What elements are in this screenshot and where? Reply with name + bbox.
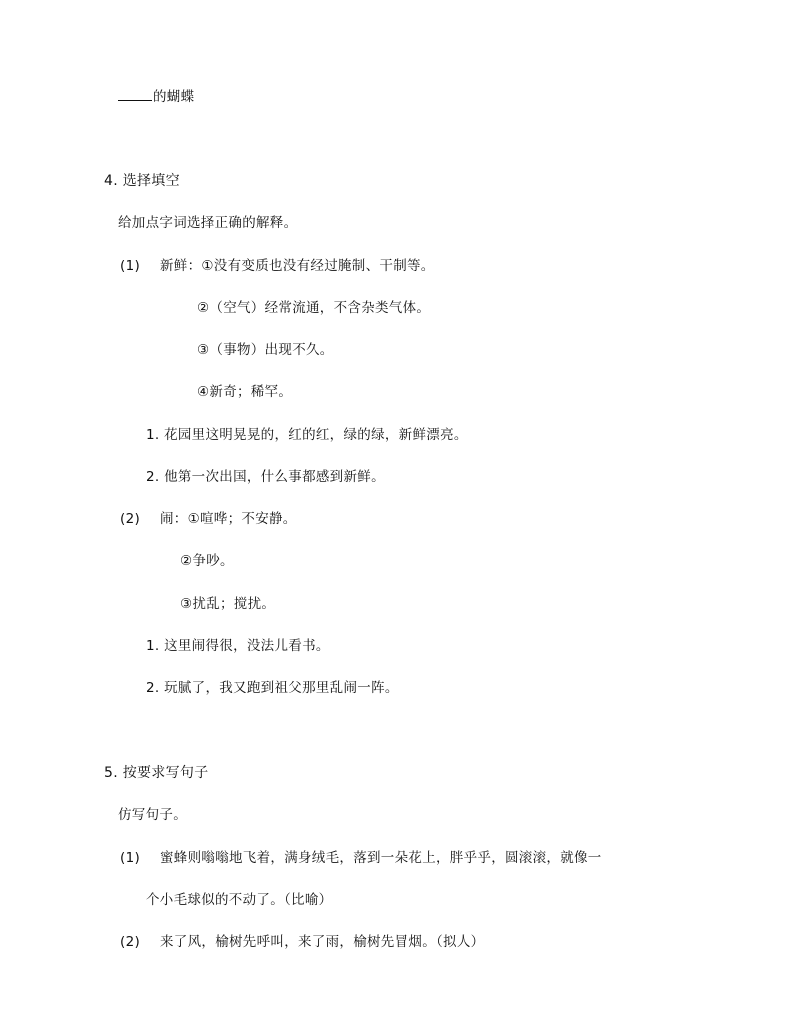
q4-item-2-definition-2: ②争吵。 xyxy=(180,553,234,569)
q4-item-2-sentence-1: 1. 这里闹得很，没法儿看书。 xyxy=(146,638,330,654)
q5-item-1-number: (1) xyxy=(120,850,141,866)
q5-item-1-text-line-1: 蜜蜂则嗡嗡地飞着，满身绒毛，落到一朵花上，胖乎乎，圆滚滚，就像一 xyxy=(160,850,602,866)
question-5-instruction: 仿写句子。 xyxy=(118,807,187,823)
q5-item-1-text-line-2: 个小毛球似的不动了。（比喻） xyxy=(146,892,333,908)
question-4-instruction: 给加点字词选择正确的解释。 xyxy=(118,215,298,231)
q4-item-2-definition-3: ③扰乱；搅扰。 xyxy=(180,596,276,612)
q5-item-2-number: (2) xyxy=(120,934,141,950)
butterfly-text: 的蝴蝶 xyxy=(153,89,195,105)
q4-item-1-number: (1) xyxy=(120,258,141,274)
q4-item-1-definition-1: 新鲜：①没有变质也没有经过腌制、干制等。 xyxy=(160,258,435,274)
q4-item-1-definition-3: ③（事物）出现不久。 xyxy=(197,342,334,358)
q4-item-1-sentence-1: 1. 花园里这明晃晃的，红的红，绿的绿，新鲜漂亮。 xyxy=(146,427,468,443)
q4-item-2-number: (2) xyxy=(120,511,141,527)
question-5-title: 5. 按要求写句子 xyxy=(104,765,209,781)
q4-item-1-definition-4: ④新奇；稀罕。 xyxy=(197,384,293,400)
q4-item-1-sentence-2: 2. 他第一次出国，什么事都感到新鲜。 xyxy=(146,469,385,485)
answer-blank[interactable] xyxy=(118,88,152,101)
question-4-title: 4. 选择填空 xyxy=(104,173,180,189)
butterfly-line xyxy=(118,88,194,106)
q4-item-1-definition-2: ②（空气）经常流通，不含杂类气体。 xyxy=(197,300,431,316)
q4-item-2-sentence-2: 2. 玩腻了，我又跑到祖父那里乱闹一阵。 xyxy=(146,680,399,696)
q5-item-2-text: 来了风，榆树先呼叫，来了雨，榆树先冒烟。（拟人） xyxy=(160,934,485,950)
q4-item-2-definition-1: 闹：①喧哗；不安静。 xyxy=(160,511,297,527)
